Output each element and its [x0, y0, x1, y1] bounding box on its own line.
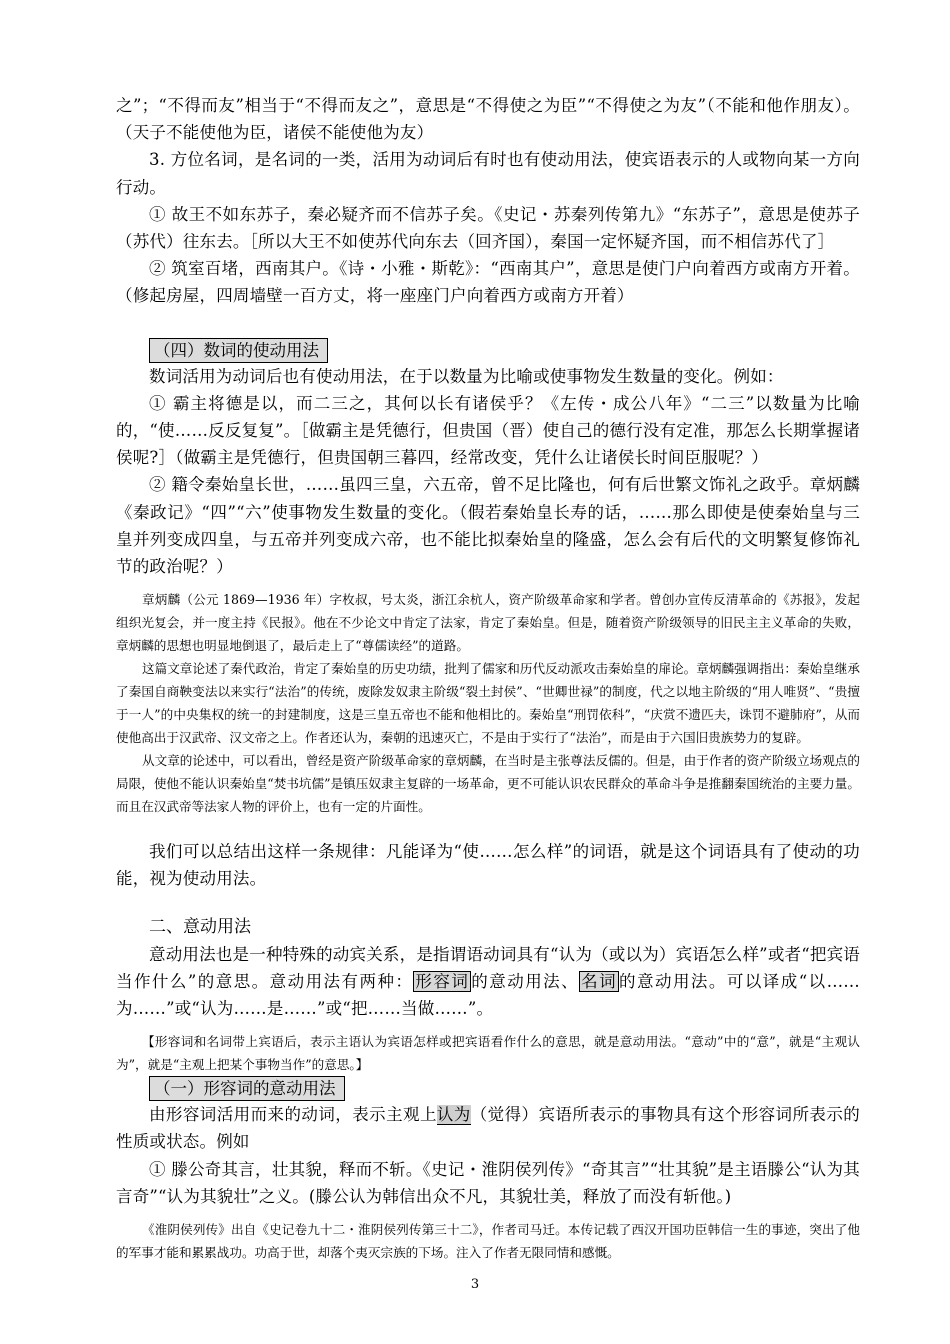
text-run: 的意动用法、	[471, 971, 580, 991]
small-note-paragraph: 从文章的论述中，可以看出，曾经是资产阶级革命家的章炳麟，在当时是主张尊法反儒的。但是，由于作者的资产阶级立场观点的局限，使他不能认识秦始皇“焚书坑儒”是镇压奴隶主复辟的一场革命，更不可能认识农民群众的革命斗争是推翻秦国统治的主要力量。而且在汉武帝等法家人物的评价上，也有一定的片面性。	[116, 753, 860, 815]
example-paragraph: ① 故王不如东苏子，秦必疑齐而不信苏子矣。《史记・苏秦列传第九》“东苏子”，意思是使苏子（苏代）往东去。［所以大王不如使苏代向东去（回齐国），秦国一定怀疑齐国，而不相信苏代了］	[116, 204, 860, 252]
text-run: 由形容词活用而来的动词，表示主观上	[149, 1105, 437, 1125]
paragraph	[116, 1101, 860, 1155]
section-heading-numeral-causative: （四）数词的使动用法	[149, 338, 328, 363]
small-note-paragraph: 这篇文章论述了秦代政治，肯定了秦始皇的历史功绩，批判了儒家和历代反动派攻击秦始皇的扉论。章炳麟强调指出：秦始皇继承了秦国自商鞅变法以来实行“法治”的传统，废除发奴隶主阶级“裂土封侯”、“世卿世禄”的制度，代之以地主阶级的“用人唯贤”、“贵擅于一人”的中央集权的统一的封建制度，这是三皇五帝也不能和他相比的。秦始皇“刑罚依科”，“庆赏不遗匹夫，诛罚不避肺府”，从而使他高出于汉武帝、汉文帝之上。作者还认为，秦朝的迅速灭亡，不是由于实行了“法治”，而是由于六国旧贵族势力的复辟。	[116, 661, 860, 746]
section-title: 二、意动用法	[149, 916, 251, 937]
highlight-noun: 名词	[581, 971, 618, 991]
example-paragraph: ② 籍令秦始皇长世，……虽四三皇，六五帝，曾不足比隆也，何有后世繁文饰礼之政乎。章炳麟《秦政记》“四”“六”使事物发生数量的变化。（假若秦始皇长寿的话，……那么即使是使秦始皇与三皇并列变成四皇，与五帝并列变成六帝，也不能比拟秦始皇的隆盛，怎么会有后代的文明繁复修饰礼节的政治呢？）	[116, 475, 860, 577]
paragraph: 之”；“不得而友”相当于“不得而友之”，意思是“不得使之为臣”“不得使之为友”（不能和他作朋友）。（天子不能使他为臣，诸侯不能使他为友）	[116, 96, 860, 143]
page-number: 3	[470, 1277, 480, 1292]
summary-paragraph: 我们可以总结出这样一条规律：凡能译为“使……怎么样”的词语，就是这个词语具有了使动的功能，视为使动用法。	[116, 842, 860, 889]
example-paragraph: ② 筑室百堵，西南其户。《诗・小雅・斯乾》：“西南其户”，意思是使门户向着西方或南方开着。（修起房屋，四周墙壁一百方丈，将一座座门户向着西方或南方开着）	[116, 259, 860, 306]
small-note-paragraph: 《淮阴侯列传》出自《史记卷九十二・淮阴侯列传第三十二》，作者司马迁。本传记载了西汉开国功臣韩信一生的事迹，突出了他的军事才能和累累战功。功高于世，却落个夷灭宗族的下场。注入了作者无限同情和感慨。	[116, 1222, 860, 1261]
small-note-paragraph: 章炳麟（公元 1869—1936 年）字枚叔，号太炎，浙江余杭人，资产阶级革命家和学者。曾创办宣传反清革命的《苏报》，发起组织光复会，并一度主持《民报》。他在不少论文中肯定了法家，肯定了秦始皇。但是，随着资产阶级领导的旧民主主义革命的失败，章炳麟的思想也明显地倒退了，最后走上了“尊儒读经”的道路。	[116, 592, 860, 654]
bracket-note: 【形容词和名词带上宾语后，表示主语认为宾语怎样或把宾语看作什么的意思，就是意动用法。“意动”中的“意”，就是“主观认为”，就是“主观上把某个事物当作”的意思。】	[116, 1034, 860, 1073]
document-page	[116, 92, 860, 1264]
paragraph	[116, 941, 860, 1023]
text-run: （觉得）宾语所表示的事物具有这个形容词所表示的性质或状态。例如	[116, 1105, 860, 1152]
paragraph: 3. 方位名词，是名词的一类，活用为动词后有时也有使动用法，使宾语表示的人或物向某一方向行动。	[116, 150, 860, 197]
text-run: 的意动用法。可以译成“以……为……”或“认为……是……”或“把……当做……”。	[116, 971, 860, 1019]
example-paragraph: ① 滕公奇其言，壮其貌，释而不斩。《史记・淮阴侯列传》“奇其言”“壮其貌”是主语滕公“认为其言奇”“认为其貌壮”之义。(滕公认为韩信出众不凡，其貌壮美，释放了而没有斩他。)	[116, 1159, 860, 1206]
highlight-adjective: 形容词	[415, 971, 470, 991]
text-run: 意动用法也是一种特殊的动宾关系，是指谓语动词具有“认为（或以为）宾语怎么样”或者“把宾语当作什么”的意思。意动用法有两种：	[116, 944, 860, 991]
section-heading-adjective-putative: （一）形容词的意动用法	[149, 1076, 345, 1101]
example-paragraph: ① 霸主将德是以，而二三之，其何以长有诸侯乎？《左传・成公八年》“二三”以数量为比喻的，“使……反反复复”。［做霸主是凭德行，但贵国（晋）使自己的德行没有定准，那怎么长期掌握诸侯呢?］（做霸主是凭德行，但贵国朝三暮四，经常改变，凭什么让诸侯长时间臣服呢？）	[116, 393, 860, 468]
highlight-renwei: 认为	[436, 1105, 471, 1125]
paragraph: 数词活用为动词后也有使动用法，在于以数量为比喻或使事物发生数量的变化。例如：	[149, 366, 784, 386]
